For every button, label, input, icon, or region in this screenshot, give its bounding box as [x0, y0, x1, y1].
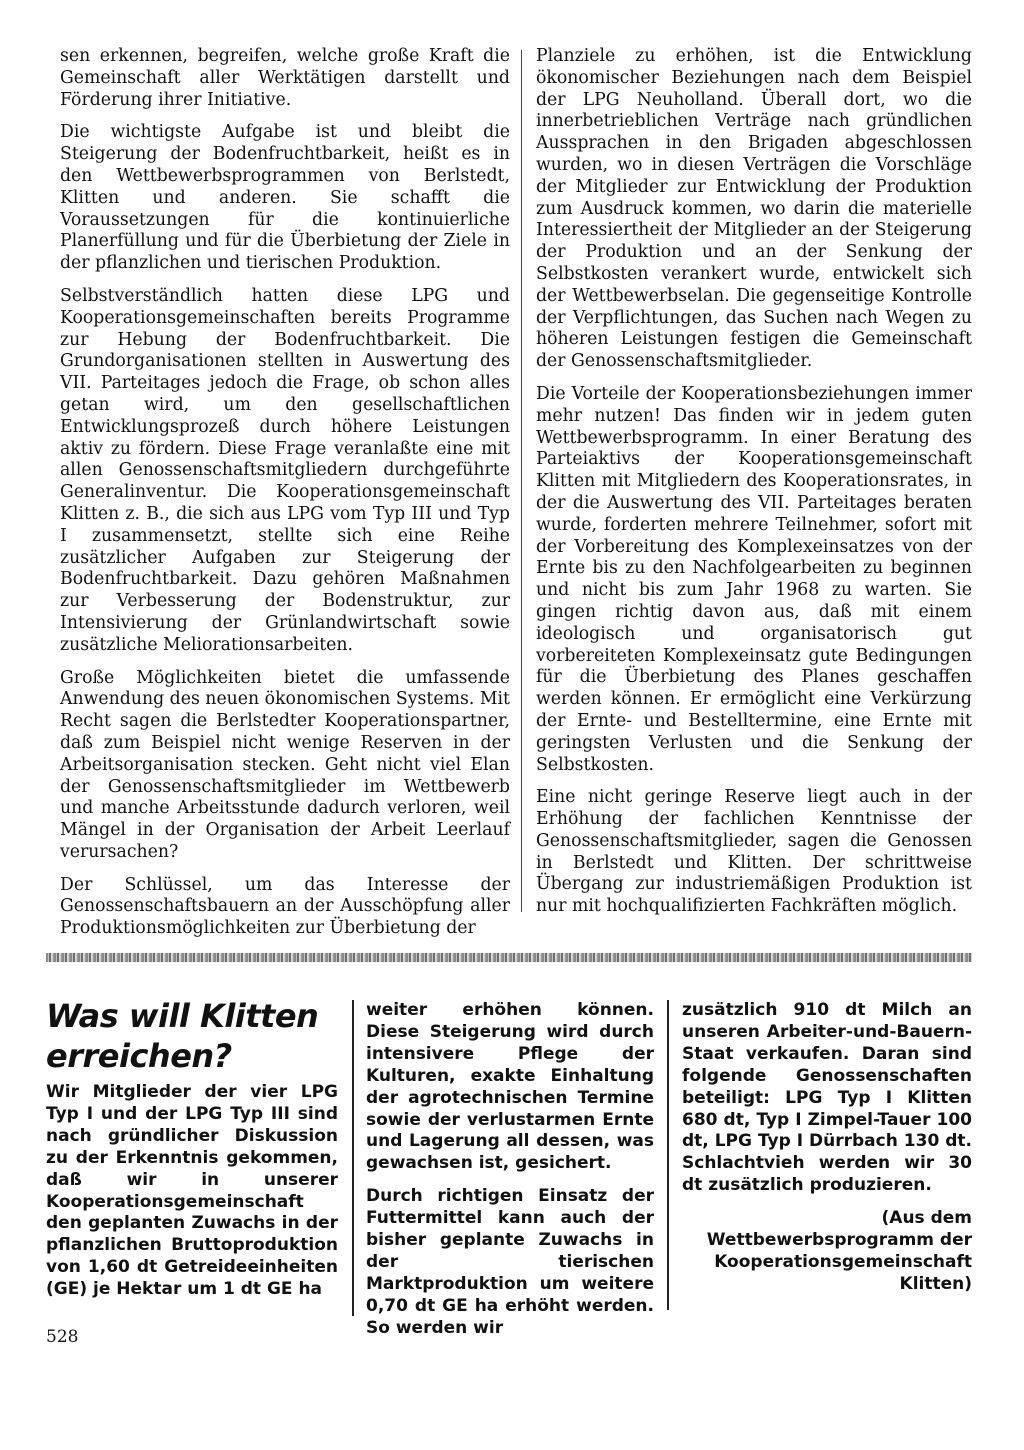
- box-paragraph: zusätzlich 910 dt Milch an unseren Arbeiter-und-Bauern-Staat verkaufen. Daran sind folgende Genossenschaften beteiligt: LPG Typ I Klitten 680 dt, Typ I Zimpel-Tauer 100 dt, LPG Typ I Dürrbach 130 dt. Schlachtvieh werden wir 30 dt zusätzlich produzieren.: [682, 1000, 972, 1196]
- box-title: Was will Klitten erreichen?: [46, 997, 319, 1075]
- box-paragraph: Wir Mitglieder der vier LPG Typ I und der LPG Typ III sind nach gründlicher Diskussion zu der Erkenntnis gekommen, daß wir in unserer Kooperationsgemeinschaft den geplanten Zuwachs in der pflanzlichen Bruttoproduktion von 1,60 dt Getreideeinheiten (GE) je Hektar um 1 dt GE ha: [46, 1082, 338, 1300]
- box-paragraph: weiter erhöhen können. Diese Steigerung wird durch intensivere Pflege der Kulturen, exakte Einhaltung der agrotechnischen Termine sowie der verlustarmen Ernte und Lagerung all dessen, was gewachsen ist, gesichert.: [366, 1000, 654, 1174]
- page-number: 528: [46, 1327, 79, 1347]
- column-divider: [521, 50, 522, 912]
- article-column-2: [536, 46, 972, 929]
- box-column-2: [366, 1000, 654, 1351]
- article-paragraph: Große Möglichkeiten bietet die umfassende Anwendung des neuen ökonomischen Systems. Mit Recht sagen die Berlstedter Kooperationspartner, daß zum Beispiel nicht wenige Reserven in der Arbeitsorganisation stecken. Geht nicht viel Elan der Genossenschaftsmitglieder im Wettbewerb und manche Arbeitsstunde dadurch verloren, weil Mängel in der Organisation der Arbeit Leerlauf verursachen?: [60, 667, 510, 862]
- article-paragraph: Der Schlüssel, um das Interesse der Genossenschaftsbauern an der Ausschöpfung aller Produktionsmöglichkeiten zur Überbietung der: [60, 874, 510, 939]
- box-source-note: (Aus dem Wettbewerbsprogramm der Kooperationsgemeinschaft Klitten): [706, 1208, 972, 1294]
- article-paragraph: sen erkennen, begreifen, welche große Kraft die Gemeinschaft aller Werktätigen darstellt und Förderung ihrer Initiative.: [60, 46, 510, 110]
- article-column-1: [60, 46, 510, 951]
- article-paragraph: Planziele zu erhöhen, ist die Entwicklung ökonomischer Beziehungen nach dem Beispiel der LPG Neuholland. Überall dort, wo die innerbetrieblichen Verträge nach gründlichen Aussprachen in den Brigaden abgeschlossen wurden, wo in diesen Verträgen die Vorschläge der Mitglieder zur Entwicklung der Produktion zum Ausdruck kommen, wo darin die materielle Interessiertheit der Mitglieder an der Steigerung der Produktion und an der Senkung der Selbstkosten verankert wurde, entwickelt sich der Wettbewerbselan. Die gegenseitige Kontrolle der Verpflichtungen, das Suchen nach Wegen zu höheren Leistungen festigen die Gemeinschaft der Genossenschaftsmitglieder.: [536, 46, 972, 372]
- box-column-divider: [352, 1000, 354, 1316]
- box-paragraph: Durch richtigen Einsatz der Futtermittel kann auch der bisher geplante Zuwachs in der tierischen Marktproduktion um weitere 0,70 dt GE ha erhöht werden. So werden wir: [366, 1186, 654, 1338]
- article-paragraph: Eine nicht geringe Reserve liegt auch in der Erhöhung der fachlichen Kenntnisse der Genossenschaftsmitglieder, sagen die Genossen in Berlstedt und Klitten. Der schrittweise Übergang zur industriemäßigen Produktion ist nur mit hochqualifizierten Fachkräften möglich.: [536, 787, 972, 917]
- article-paragraph: Selbstverständlich hatten diese LPG und Kooperationsgemeinschaften bereits Programme zur Hebung der Bodenfruchtbarkeit. Die Grundorganisationen stellten in Auswertung des VII. Parteitages jedoch die Frage, ob schon alles getan wird, um den gesellschaftlichen Entwicklungsprozeß durch höhere Leistungen aktiv zu fördern. Diese Frage veranlaßte eine mit allen Genossenschaftsmitgliedern durchgeführte Generalinventur. Die Kooperationsgemeinschaft Klitten z. B., die sich aus LPG vom Typ III und Typ I zusammensetzt, stellte sich eine Reihe zusätzlicher Aufgaben zur Steigerung der Bodenfruchtbarkeit. Dazu gehören Maßnahmen zur Verbesserung der Bodenstruktur, zur Intensivierung der Grünlandwirtschaft sowie zusätzliche Meliorationsarbeiten.: [60, 285, 510, 655]
- article-paragraph: Die wichtigste Aufgabe ist und bleibt die Steigerung der Bodenfruchtbarkeit, heißt es in den Wettbewerbsprogrammen von Berlstedt, Klitten und anderen. Sie schafft die Voraussetzungen für die kontinuierliche Planerfüllung und für die Überbietung der Ziele in der pflanzlichen und tierischen Produktion.: [60, 122, 510, 274]
- section-divider: [46, 953, 972, 962]
- box-column-1: [46, 1082, 338, 1312]
- article-paragraph: Die Vorteile der Kooperationsbeziehungen immer mehr nutzen! Das finden wir in jedem guten Wettbewerbsprogramm. In einer Beratung des Parteiaktivs der Kooperationsgemeinschaft Klitten mit Mitgliedern des Kooperationsrates, in der die Auswertung des VII. Parteitages beraten wurde, forderten mehrere Teilnehmer, sofort mit der Vorbereitung des Komplexeinsatzes von der Ernte bis zu den Nachfolgearbeiten zu beginnen und nicht bis zum Jahr 1968 zu warten. Sie gingen richtig davon aus, daß mit einem ideologisch und organisatorisch gut vorbereiteten Komplexeinsatz gute Bedingungen für die Überbietung des Planes geschaffen werden können. Er ermöglicht eine Verkürzung der Ernte- und Bestelltermine, eine Ernte mit geringsten Verlusten und die Senkung der Selbstkosten.: [536, 383, 972, 775]
- box-column-divider: [667, 1000, 669, 1310]
- box-column-3: [682, 1000, 972, 1307]
